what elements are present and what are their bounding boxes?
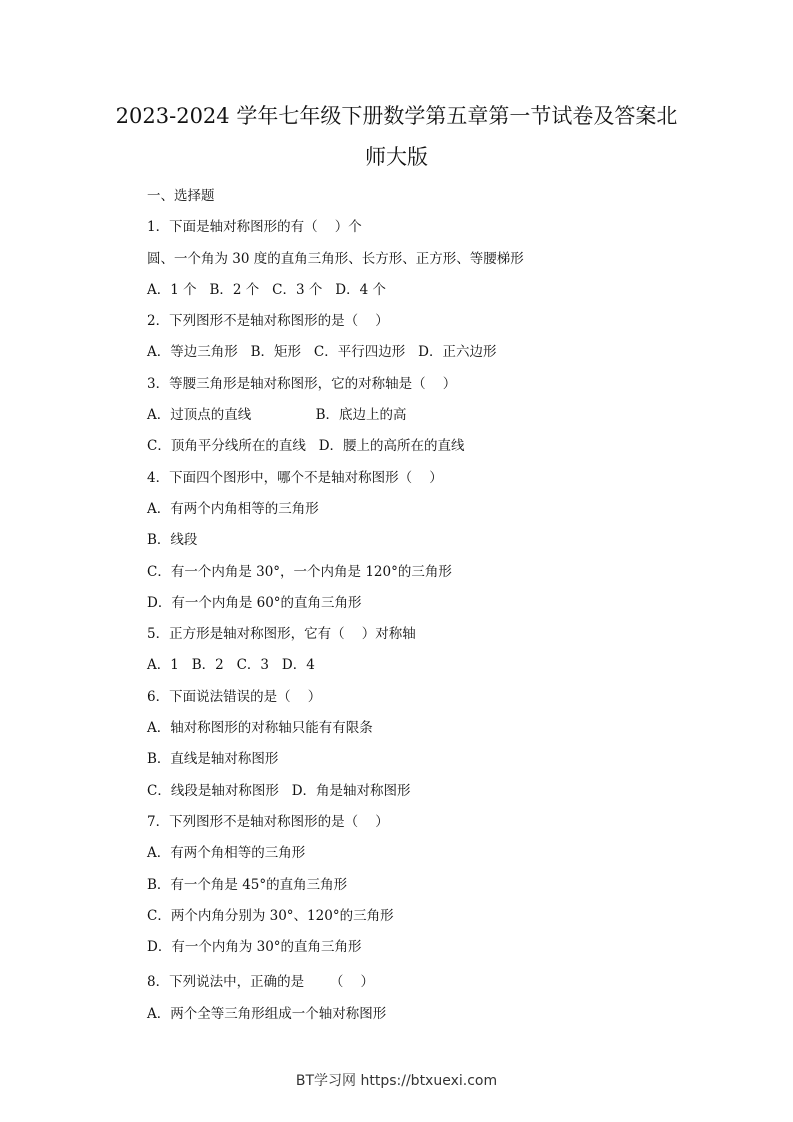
section-heading: 一、选择题 — [147, 188, 215, 204]
question-4-option-b: B．线段 — [147, 532, 198, 549]
question-3: 3．等腰三角形是轴对称图形，它的对称轴是（ ） — [147, 375, 457, 392]
question-1-options: A．1 个 B．2 个 C．3 个 D．4 个 — [147, 281, 386, 298]
question-4-option-d: D．有一个内角是 60°的直角三角形 — [147, 594, 362, 611]
question-5: 5．正方形是轴对称图形，它有（ ）对称轴 — [147, 626, 416, 643]
question-3-options-cd: C．顶角平分线所在的直线 D．腰上的高所在的直线 — [147, 438, 465, 455]
question-8-option-a: A．两个全等三角形组成一个轴对称图形 — [147, 1005, 387, 1022]
question-4: 4．下面四个图形中，哪个不是轴对称图形（ ） — [147, 469, 443, 486]
question-7-option-b: B．有一个角是 45°的直角三角形 — [147, 876, 348, 893]
question-6: 6．下面说法错误的是（ ） — [147, 688, 322, 705]
question-1-detail: 圆、一个角为 30 度的直角三角形、长方形、正方形、等腰梯形 — [147, 250, 524, 267]
document-title-line-2: 师大版 — [365, 145, 428, 169]
question-6-option-a: A．轴对称图形的对称轴只能有有限条 — [147, 720, 373, 737]
question-6-options-cd: C．线段是轴对称图形 D．角是轴对称图形 — [147, 782, 411, 799]
document-title-line-1: 2023-2024 学年七年级下册数学第五章第一节试卷及答案北 — [115, 104, 678, 128]
question-2-options: A．等边三角形 B．矩形 C．平行四边形 D．正六边形 — [147, 344, 497, 361]
question-4-option-a: A．有两个内角相等的三角形 — [147, 500, 319, 517]
question-8: 8．下列说法中，正确的是 （ ） — [147, 974, 375, 991]
question-3-options-ab: A．过顶点的直线 B．底边上的高 — [147, 407, 407, 424]
question-7-option-d: D．有一个内角为 30°的直角三角形 — [147, 939, 362, 956]
question-2: 2．下列图形不是轴对称图形的是（ ） — [147, 313, 389, 330]
question-7: 7．下列图形不是轴对称图形的是（ ） — [147, 813, 389, 830]
question-content — [147, 186, 707, 1035]
question-7-option-c: C．两个内角分别为 30°、120°的三角形 — [147, 907, 394, 924]
question-5-options: A．1 B．2 C．3 D．4 — [147, 657, 315, 674]
footer-watermark: BT学习网 https://btxuexi.com — [295, 1073, 498, 1089]
question-7-option-a: A．有两个角相等的三角形 — [147, 845, 306, 862]
question-1: 1．下面是轴对称图形的有（ ）个 — [147, 219, 362, 236]
question-6-option-b: B．直线是轴对称图形 — [147, 751, 279, 768]
question-4-option-c: C．有一个内角是 30°，一个内角是 120°的三角形 — [147, 563, 452, 580]
